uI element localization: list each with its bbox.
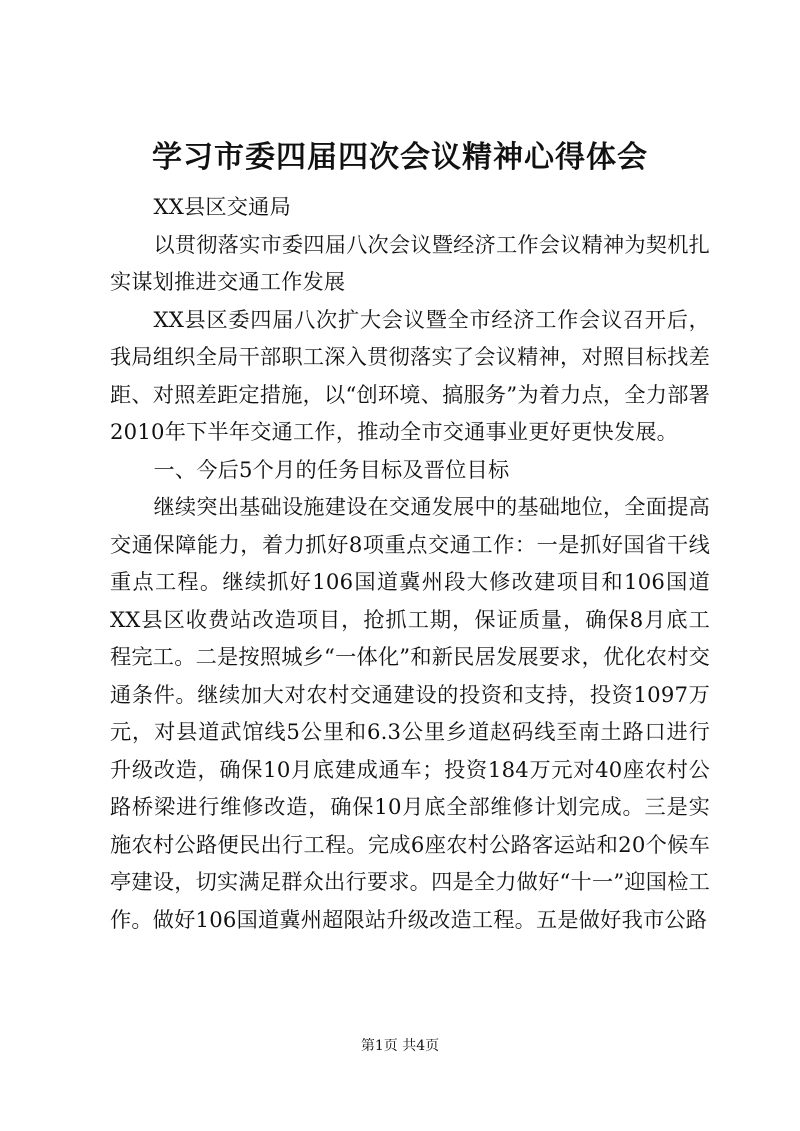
page-footer: 第1页 共4页 (360, 1038, 440, 1054)
intro-paragraph: XX县区委四届八次扩大会议暨全市经济工作会议召开后，我局组织全局干部职工深入贯彻落实了会议精神，对照目标找差距、对照差距定措施，以“创环境、搞服务”为着力点，全力部署2010年下半年交通工作，推动全市交通事业更好更快发展。 (110, 306, 710, 444)
body-paragraph: 继续突出基础设施建设在交通发展中的基础地位，全面提高交通保障能力，着力抓好8项重点交通工作：一是抓好国省干线重点工程。继续抓好106国道冀州段大修改建项目和106国道XX县区收费站改造项目，抢抓工期，保证质量，确保8月底工程完工。二是按照城乡“一体化”和新民居发展要求，优化农村交通条件。继续加大对农村交通建设的投资和支持，投资1097万元，对县道武馆线5公里和6.3公里乡道赵码线至南土路口进行升级改造，确保10月底建成通车；投资184万元对40座农村公路桥梁进行维修改造，确保10月底全部维修计划完成。三是实施农村公路便民出行工程。完成6座农村公路客运站和20个候车亭建设，切实满足群众出行要求。四是全力做好“十一”迎国检工作。做好106国道冀州超限站升级改造工程。五是做好我市公路 (110, 494, 710, 932)
subtitle-paragraph: 以贯彻落实市委四届八次会议暨经济工作会议精神为契机扎实谋划推进交通工作发展 (110, 231, 710, 294)
document-title: 学习市委四届四次会议精神心得体会 (152, 140, 648, 175)
document-body (110, 188, 710, 938)
section-heading: 一、今后5个月的任务目标及晋位目标 (153, 456, 510, 482)
author-line: XX县区交通局 (153, 194, 291, 219)
